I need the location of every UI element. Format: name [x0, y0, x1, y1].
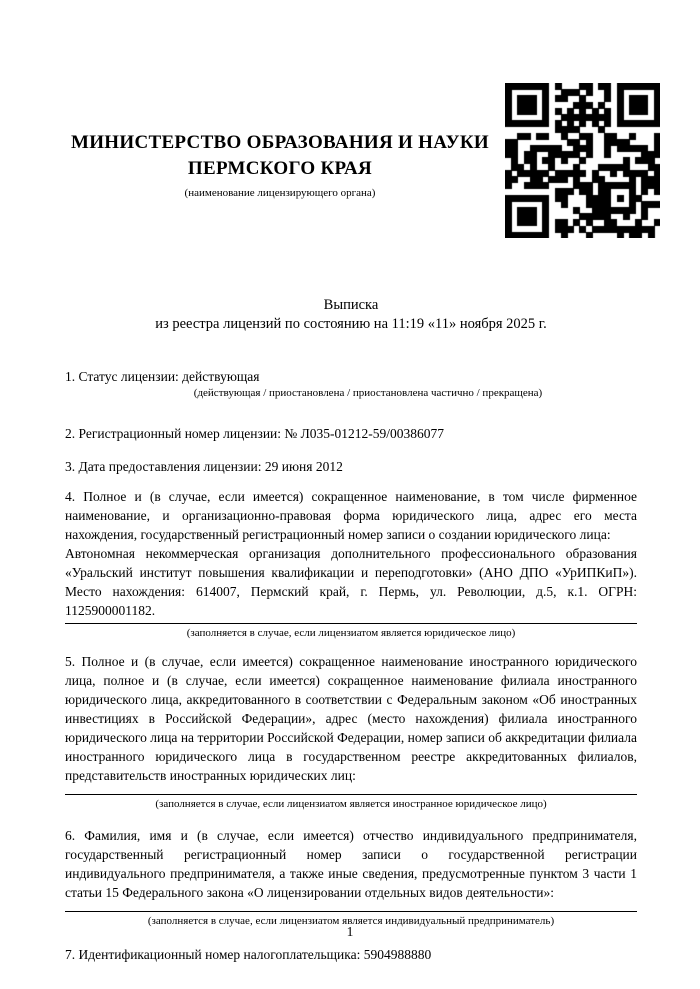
- entrepreneur-footnote: (заполняется в случае, если лицензиатом является индивидуальный предприниматель): [147, 915, 555, 927]
- qr-code-icon: [505, 83, 660, 238]
- document-title-line1: Выписка: [323, 297, 379, 313]
- authority-name-line2: ПЕРМСКОГО КРАЯ: [187, 158, 373, 179]
- licensing-authority-caption: (наименование лицензирующего органа): [184, 187, 376, 199]
- entrepreneur-heading: 6. Фамилия, имя и (в случае, если имеется) отчество индивидуального предпринимателя, государственный регистрационный номер записи о государственной регистрации индивидуального предпринимателя, а также иные сведения, предусмотренные пунктом 3 части 1 статьи 15 Федерального закона «О лицензировании отдельных видов деятельности»:: [65, 828, 637, 900]
- license-status-line: 1. Статус лицензии: действующая: [65, 369, 260, 384]
- foreign-entity-heading: 5. Полное и (в случае, если имеется) сокращенное наименование иностранного юридического лица, полное и (в случае, если имеется) сокращенное наименование филиала иностранного юридического лица, аккредитованного в соответствии с Федеральным законом «Об иностранных инвестициях в Российской Федерации», адрес (место нахождения) филиала иностранного юридического лица на территории Российской Федерации, номер записи об аккредитации филиала иностранного юридического лица в государственном реестре аккредитованных филиалов, представительств иностранных юридических лиц:: [65, 654, 637, 783]
- authority-name-line1: МИНИСТЕРСТВО ОБРАЗОВАНИЯ И НАУКИ: [70, 132, 490, 153]
- taxpayer-number-line: 7. Идентификационный номер налогоплательщика: 5904988880: [65, 947, 432, 962]
- document-body: [65, 296, 637, 964]
- page-number: 1: [346, 924, 354, 939]
- document-title: [65, 296, 637, 334]
- registration-number-line: 2. Регистрационный номер лицензии: № Л035-01212-59/00386077: [65, 426, 445, 441]
- legal-entity-footnote: (заполняется в случае, если лицензиатом является юридическое лицо): [186, 627, 516, 639]
- header: [68, 130, 492, 200]
- licensing-authority-name: [68, 130, 492, 182]
- legal-entity-value: Автономная некоммерческая организация дополнительного профессионального образования «Уральский институт повышения квалификации и переподготовки» (АНО ДПО «УрИПКиП»). Место нахождения: 614007, Пермский край, г. Пермь, ул. Революции, д.5, к.1. ОГРН: 1125900001182.: [65, 546, 637, 618]
- status-options-footnote: (действующая / приостановлена / приостановлена частично / прекращена): [193, 387, 543, 399]
- foreign-entity-footnote: (заполняется в случае, если лицензиатом является иностранное юридическое лицо): [155, 798, 547, 810]
- legal-entity-heading: 4. Полное и (в случае, если имеется) сокращенное наименование, в том числе фирменное наименование, и организационно-правовая форма юридического лица, адрес его места нахождения, государственный регистрационный номер записи о создании юридического лица:: [65, 489, 637, 542]
- grant-date-line: 3. Дата предоставления лицензии: 29 июня 2012: [65, 459, 343, 474]
- document-title-line2: из реестра лицензий по состоянию на 11:19 «11» ноября 2025 г.: [155, 316, 547, 332]
